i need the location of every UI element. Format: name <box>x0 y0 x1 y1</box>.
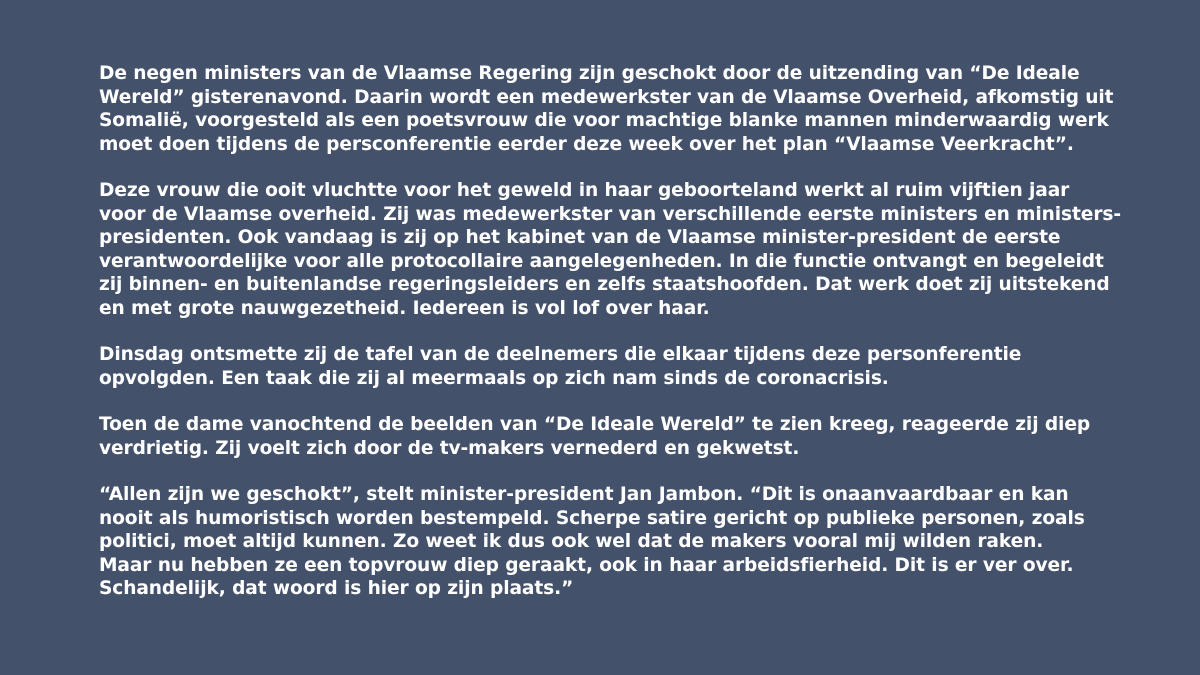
text-line: De negen ministers van de Vlaamse Regering zijn geschokt door de uitzending van “De Ideale <box>99 63 1080 84</box>
paragraph-quote <box>99 483 1140 601</box>
paragraph-shock <box>99 62 1140 156</box>
text-line: en met grote nauwgezetheid. Iedereen is vol lof over haar. <box>99 297 710 319</box>
text-line: Toen de dame vanochtend de beelden van “De Ideale Wereld” te zien kreeg, reageerde zij diep <box>99 414 1091 435</box>
paragraph-tuesday <box>99 343 1140 390</box>
text-line: presidenten. Ook vandaag is zij op het kabinet van de Vlaamse minister-president de eerste <box>99 227 1061 248</box>
text-line: verantwoordelijke voor alle protocollaire aangelegenheden. In die functie ontvangt en begeleidt <box>99 250 1104 272</box>
paragraph-reaction <box>99 413 1140 460</box>
text-line: Schandelijk, dat woord is hier op zijn plaats.” <box>99 578 574 599</box>
text-line: zij binnen- en buitenlandse regeringsleiders en zelfs staatshoofden. Dat werk doet zij uitstekend <box>99 274 1110 295</box>
text-line: verdrietig. Zij voelt zich door de tv-makers vernederd en gekwetst. <box>99 437 800 459</box>
text-line: Maar nu hebben ze een topvrouw diep geraakt, ook in haar arbeidsfierheid. Dit is er ver over. <box>99 554 1074 576</box>
paragraph-background <box>99 179 1140 320</box>
text-line: moet doen tijdens de persconferentie eerder deze week over het plan “Vlaamse Veerkracht”. <box>99 133 1074 155</box>
text-line: Dinsdag ontsmette zij de tafel van de deelnemers die elkaar tijdens deze personferentie <box>99 344 1022 365</box>
text-line: “Allen zijn we geschokt”, stelt minister-president Jan Jambon. “Dit is onaanvaardbaar en kan <box>99 484 1069 505</box>
text-line: Somalië, voorgesteld als een poetsvrouw die voor machtige blanke mannen minderwaardig werk <box>99 110 1109 131</box>
text-line: politici, moet altijd kunnen. Zo weet ik dus ook wel dat de makers vooral mij wilden raken. <box>99 531 1044 552</box>
text-line: opvolgden. Een taak die zij al meermaals op zich nam sinds de coronacrisis. <box>99 367 889 389</box>
text-line: voor de Vlaamse overheid. Zij was medewerkster van verschillende eerste ministers en ministers- <box>99 203 1121 225</box>
text-line: nooit als humoristisch worden bestempeld. Scherpe satire gericht op publieke personen, zoals <box>99 507 1085 529</box>
text-line: Wereld” gisterenavond. Daarin wordt een medewerkster van de Vlaamse Overheid, afkomstig uit <box>99 86 1114 108</box>
text-line: Deze vrouw die ooit vluchtte voor het geweld in haar geboorteland werkt al ruim vijftien jaar <box>99 180 1070 201</box>
